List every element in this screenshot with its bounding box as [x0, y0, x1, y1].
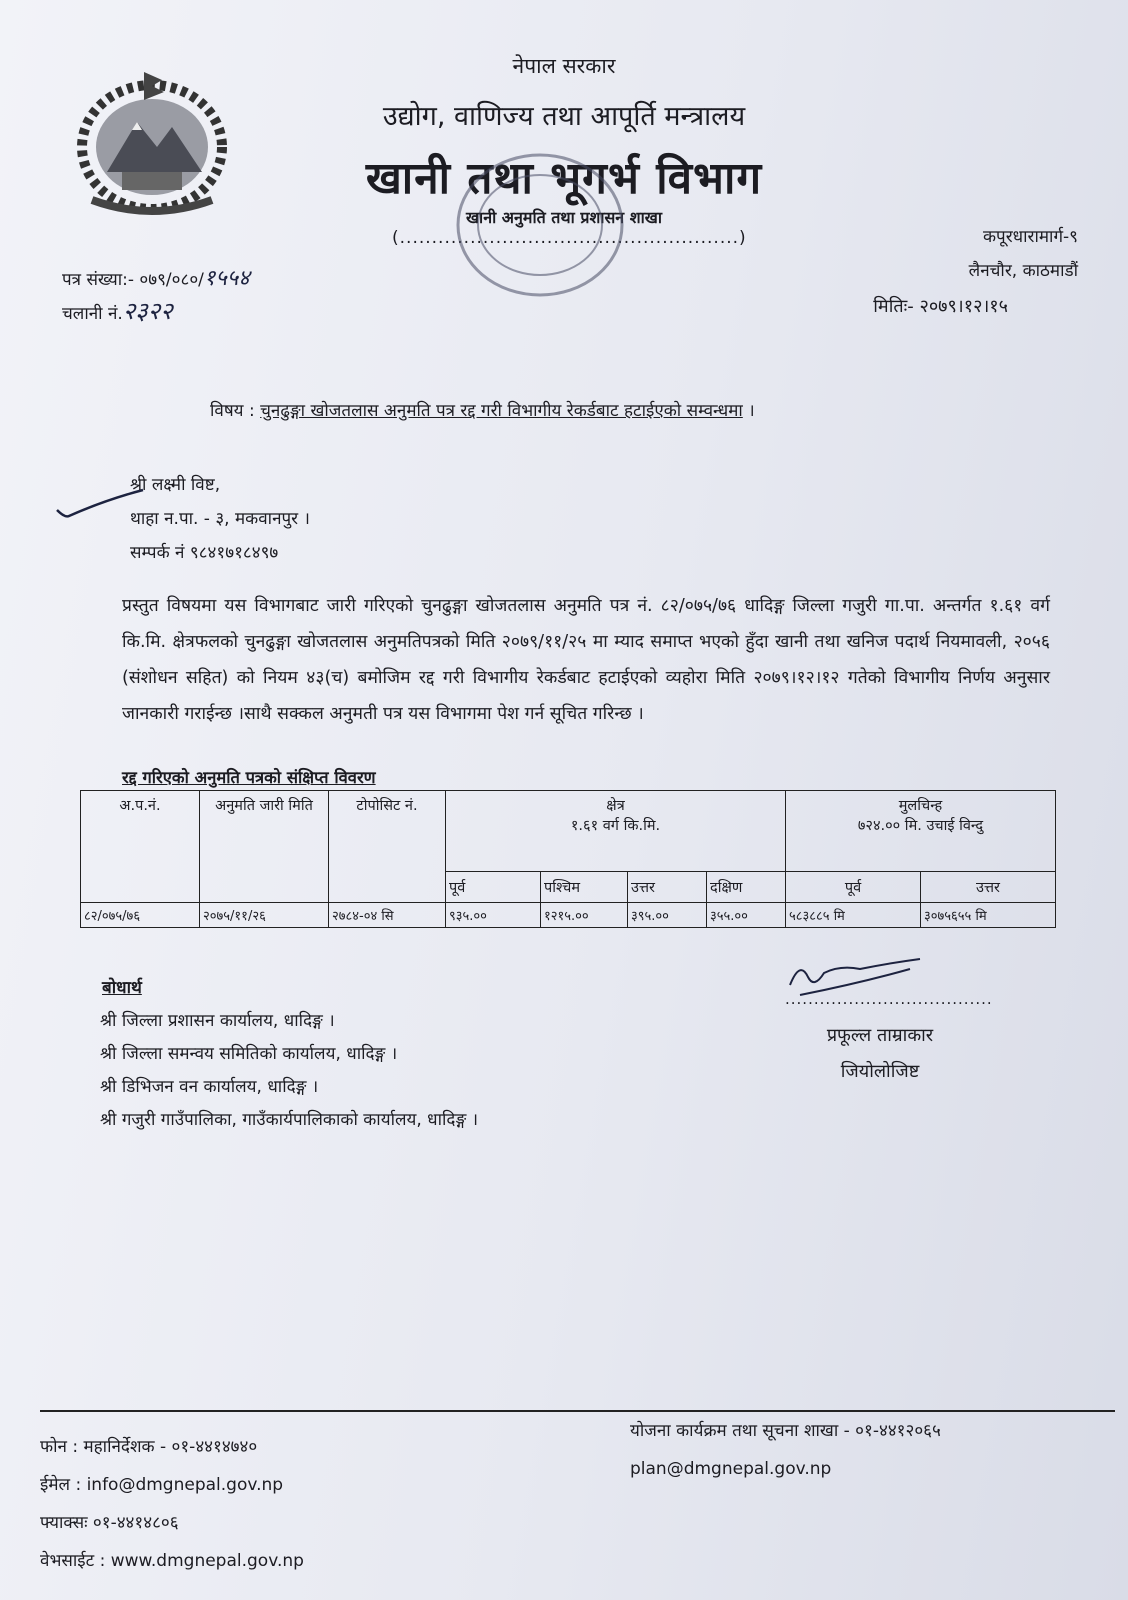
- cc-item: श्री डिभिजन वन कार्यालय, धादिङ्ग ।: [100, 1077, 319, 1097]
- header-area-value: १.६१ वर्ग कि.मि.: [570, 818, 661, 834]
- footer-email: ईमेल : info@dmgnepal.gov.np: [40, 1475, 284, 1495]
- letter-number-handwritten: १५५४: [203, 266, 250, 291]
- government-name: नेपाल सरकार: [512, 54, 616, 78]
- recipient-address: थाहा न.पा. - ३, मकवानपुर ।: [130, 509, 310, 529]
- cell-west: १२१५.००: [541, 903, 628, 928]
- table-header-row: [81, 791, 1056, 872]
- cell-south: ३५५.००: [707, 903, 786, 928]
- header-area: [446, 791, 786, 872]
- cc-title: बोधार्थ: [102, 978, 142, 998]
- dispatch-number-handwritten: २३२२: [122, 297, 173, 325]
- cc-item: श्री जिल्ला प्रशासन कार्यालय, धादिङ्ग ।: [100, 1011, 335, 1031]
- header-south: दक्षिण: [707, 872, 786, 903]
- cc-list: [100, 1005, 478, 1137]
- cell-east: ९३५.००: [446, 903, 541, 928]
- header-issue-date: अनुमति जारी मिति: [200, 791, 329, 903]
- footer-planning-phone: योजना कार्यक्रम तथा सूचना शाखा - ०१-४४१२०६५: [630, 1421, 941, 1441]
- cell-toposheet: २७८४-०४ सि: [329, 903, 446, 928]
- footer-contacts: [40, 1428, 304, 1580]
- letter-body: प्रस्तुत विषयमा यस विभागबाट जारी गरिएको चुनढुङ्गा खोजतलास अनुमति पत्र नं. ८२/०७५/७६ धादिङ्ग जिल्ला गजुरी गा.पा. अन्तर्गत १.६१ वर्ग कि.मि. क्षेत्रफलको चुनढुङ्गा खोजतलास अनुमतिपत्रको मिति २०७९/११/२५ मा म्याद समाप्त भएको हुँदा खानी तथा खनिज पदार्थ नियमावली, २०५६ (संशोधन सहित) को नियम ४३(च) बमोजिम रद्द गरी विभागीय रेकर्डबाट हटाईएको व्यहोरा मिति २०७९।१२।१२ गतेको विभागीय निर्णय अनुसार जानकारी गराईन्छ ।साथै सक्कल अनुमती पत्र यस विभागमा पेश गर्न सूचित गरिन्छ ।: [122, 596, 1050, 724]
- cell-bm-east: ५८३८८५ मि: [786, 903, 921, 928]
- signature-line: ....................................: [785, 990, 993, 1008]
- subject-line: [210, 398, 755, 421]
- cell-bm-north: ३०७५६५५ मि: [921, 903, 1056, 928]
- header-ap-no: अ.प.नं.: [81, 791, 200, 903]
- footer-planning: [630, 1412, 941, 1488]
- header-bm-east: पूर्व: [786, 872, 921, 903]
- letter-date: मितिः- २०७९।१२।१५: [873, 296, 1008, 317]
- cell-issue-date: २०७५/११/२६: [200, 903, 329, 928]
- branch-blank: (.....................................................): [392, 228, 747, 248]
- recipient-block: [130, 468, 310, 570]
- header-benchmark-label: मुलचिन्ह: [898, 798, 943, 814]
- table-row: [81, 903, 1056, 928]
- header-benchmark: [786, 791, 1056, 872]
- office-address-city: लैनचौर, काठमाडौं: [968, 261, 1078, 281]
- footer-divider: [40, 1410, 1115, 1412]
- dispatch-number-label: चलानी नं.: [62, 304, 123, 324]
- cc-item: श्री जिल्ला समन्वय समितिको कार्यालय, धादिङ्ग ।: [100, 1044, 398, 1064]
- footer-phone: फोन : महानिर्देशक - ०१-४४१४७४०: [40, 1437, 258, 1457]
- subject-text: चुनढुङ्गा खोजतलास अनुमति पत्र रद्द गरी विभागीय रेकर्डबाट हटाईएको सम्वन्धमा: [260, 401, 743, 421]
- office-stamp-icon: [440, 140, 640, 310]
- footer-fax: फ्याक्सः ०१-४४१४८०६: [40, 1513, 179, 1533]
- cell-north: ३९५.००: [628, 903, 707, 928]
- letter-number-label: पत्र संख्या:- ०७९/०८०/: [62, 270, 204, 290]
- subject-end: ।: [748, 401, 755, 421]
- recipient-name: श्री लक्ष्मी विष्ट,: [130, 475, 221, 495]
- letter-number: [62, 262, 250, 292]
- signatory-title: जियोलोजिष्ट: [840, 1061, 920, 1082]
- subject-label: विषय :: [210, 401, 255, 421]
- header-bm-north: उत्तर: [921, 872, 1056, 903]
- header-west: पश्चिम: [541, 872, 628, 903]
- header-benchmark-value: ७२४.०० मि. उचाई विन्दु: [857, 818, 984, 834]
- cell-ap-no: ८२/०७५/७६: [81, 903, 200, 928]
- table-caption: रद्द गरिएको अनुमति पत्रको संक्षिप्त विवरण: [122, 768, 376, 787]
- recipient-contact: सम्पर्क नं ९८४१७१८४९७: [130, 543, 279, 563]
- branch-name: खानी अनुमति तथा प्रशासन शाखा: [465, 208, 663, 227]
- department-name: खानी तथा भूगर्भ विभाग: [365, 153, 763, 204]
- signatory-block: [790, 1018, 970, 1090]
- office-address-street: कपूरधारामार्ग-९: [983, 227, 1078, 247]
- dispatch-number: [62, 294, 173, 327]
- signatory-name: प्रफूल्ल ताम्राकार: [826, 1025, 934, 1046]
- header-east: पूर्व: [446, 872, 541, 903]
- header-area-label: क्षेत्र: [606, 798, 625, 814]
- footer-website: वेभसाईट : www.dmgnepal.gov.np: [40, 1551, 304, 1571]
- header-toposheet: टोपोसिट नं.: [329, 791, 446, 903]
- ministry-name: उद्योग, वाणिज्य तथा आपूर्ति मन्त्रालय: [382, 101, 746, 132]
- cc-item: श्री गजुरी गाउँपालिका, गाउँकार्यपालिकाको कार्यालय, धादिङ्ग ।: [100, 1110, 479, 1130]
- footer-planning-email: plan@dmgnepal.gov.np: [630, 1459, 832, 1479]
- permit-details-table: [80, 790, 1056, 928]
- header-north: उत्तर: [628, 872, 707, 903]
